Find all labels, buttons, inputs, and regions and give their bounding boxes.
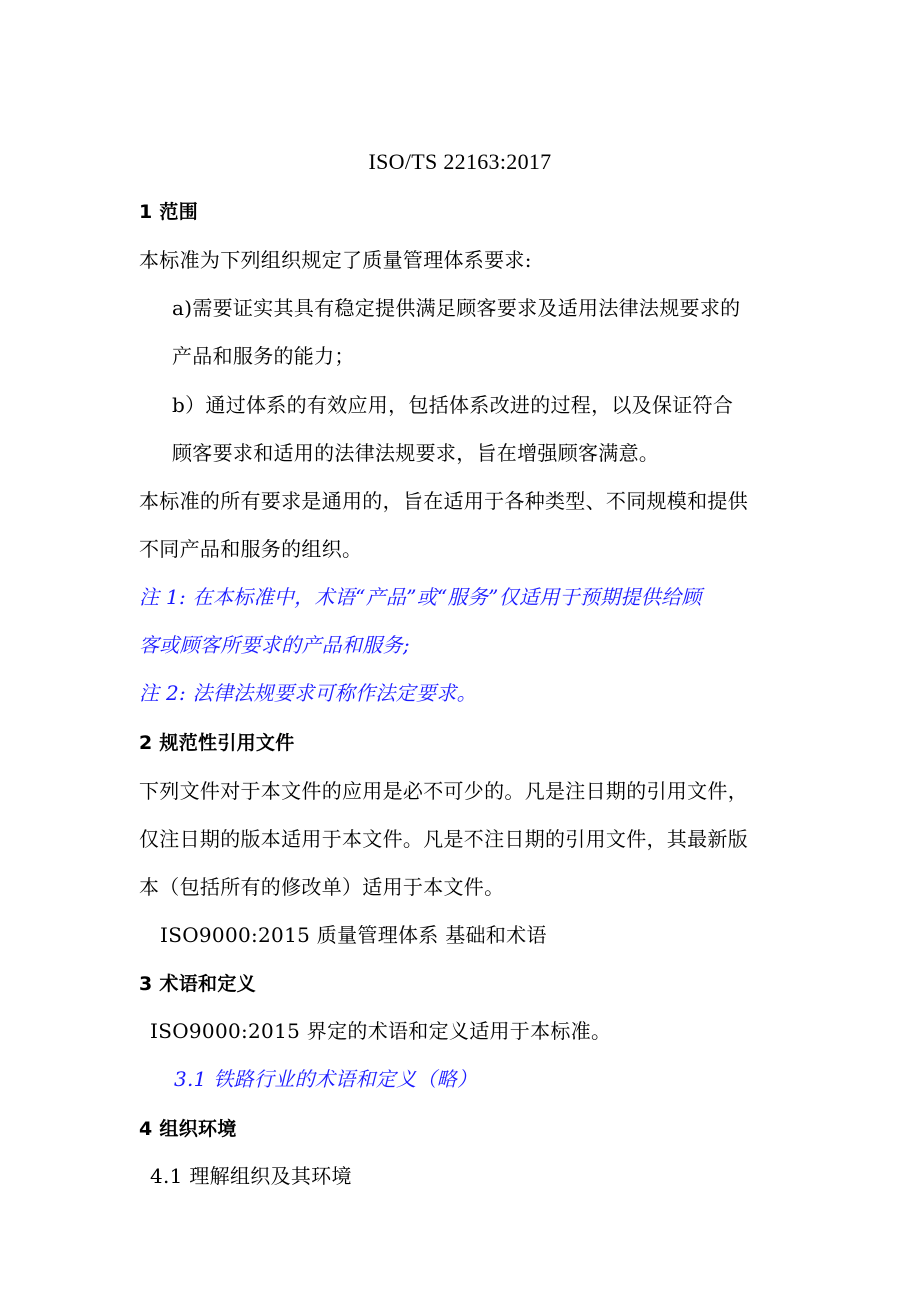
section-1-general-line2: 不同产品和服务的组织。: [139, 537, 363, 561]
section-2-para-line2: 仅注日期的版本适用于本文件。凡是不注日期的引用文件，其最新版: [139, 827, 748, 851]
note-2: 注 2: 法律法规要求可称作法定要求。: [139, 681, 477, 705]
section-1-item-b-line1: b）通过体系的有效应用，包括体系改进的过程，以及保证符合: [172, 393, 734, 417]
section-2-heading: 2 规范性引用文件: [139, 732, 295, 754]
section-2-reference: ISO9000:2015 质量管理体系 基础和术语: [160, 923, 547, 947]
section-4-heading: 4 组织环境: [139, 1118, 237, 1140]
section-1-item-a-line1: a)需要证实其具有稳定提供满足顾客要求及适用法律法规要求的: [172, 296, 741, 320]
note-1-line1: 注 1: 在本标准中，术语“产品”或“服务”仅适用于预期提供给顾: [139, 585, 702, 609]
section-1-intro: 本标准为下列组织规定了质量管理体系要求:: [139, 248, 532, 272]
section-1-item-b-line2: 顾客要求和适用的法律法规要求，旨在增强顾客满意。: [172, 441, 660, 465]
section-2-para-line1: 下列文件对于本文件的应用是必不可少的。凡是注日期的引用文件，: [139, 779, 748, 803]
note-1-line2: 客或顾客所要求的产品和服务;: [139, 633, 410, 657]
section-3-1-subheading: 3.1 铁路行业的术语和定义（略）: [174, 1067, 478, 1091]
section-2-para-line3: 本（包括所有的修改单）适用于本文件。: [139, 875, 505, 899]
section-1-item-a-line2: 产品和服务的能力；: [172, 344, 355, 368]
section-1-general-line1: 本标准的所有要求是通用的，旨在适用于各种类型、不同规模和提供: [139, 489, 748, 513]
section-3-para: ISO9000:2015 界定的术语和定义适用于本标准。: [150, 1019, 612, 1043]
section-4-1-subheading: 4.1 理解组织及其环境: [150, 1164, 352, 1188]
document-title: ISO/TS 22163:2017: [368, 149, 552, 174]
section-1-heading: 1 范围: [139, 201, 199, 223]
section-3-heading: 3 术语和定义: [139, 973, 256, 995]
